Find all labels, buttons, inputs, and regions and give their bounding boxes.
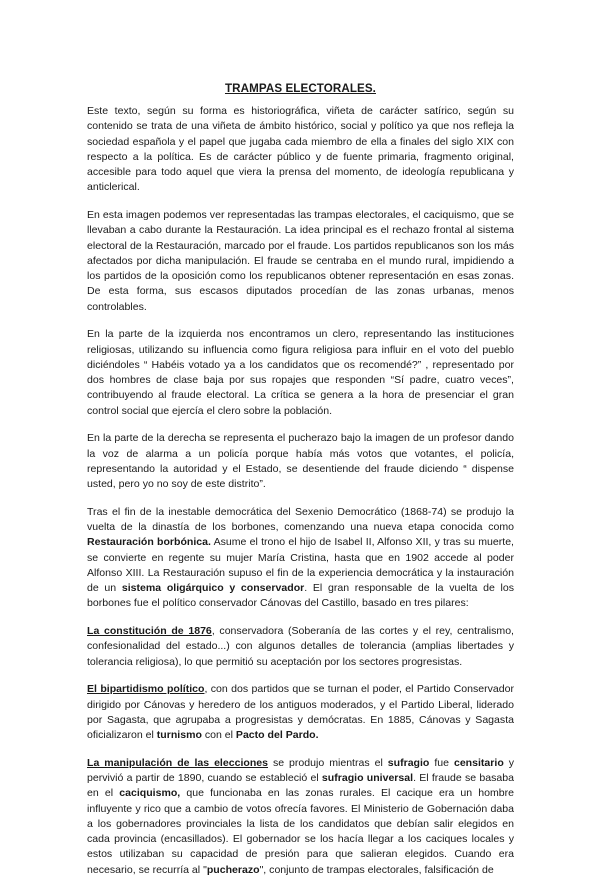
text-run: ", conjunto de trampas electorales, falsificación de (259, 863, 494, 876)
text-run: con el (201, 729, 236, 741)
document-title: TRAMPAS ELECTORALES. (224, 82, 376, 95)
paragraph-3 (87, 327, 514, 419)
emphasis-text: sufragio universal (321, 772, 414, 784)
text-run: En esta imagen podemos ver representadas las trampas electorales, el caciquismo, que se llevaban a cabo durante la Restauración. La idea principal es el rechazo frontal al sistema electoral de la Restauración, marcado por el fraude. Los partidos republicanos son los más afectados por dicha manipulación. El fraude se centraba en el mundo rural, impidiendo a los partidos de la oposición como los republicanos obtener representación en esas zonas. De esta forma, sus escasos diputados procedían de las zonas urbanas, menos controlables. (87, 209, 514, 313)
paragraph-5 (87, 505, 514, 612)
text-run: . El fraude se basaba en el (87, 772, 514, 800)
emphasis-text: caciquismo, (119, 787, 181, 800)
text-run: que funcionaba en las zonas rurales. El cacique era un hombre influyente y rico que a cambio de votos ofrecía favores. El Ministerio de Gobernación daba a los gobernadores provinciales la lista de los candidatos que debían salir elegidos en cada provincia (encasillados). El gobernador se los hacía llegar a los caciques locales y estos utilizaban su capacidad de presión para que salieran elegidos. Cuando era necesario, se recurría al " (87, 787, 514, 876)
paragraph-8 (87, 756, 514, 878)
text-run: Asume el trono el hijo de Isabel II, Alfonso XII, y tras su muerte, se convierte en regente su mujer María Cristina, hasta que en 1902 accede al poder Alfonso XIII. La Restauración supuso el fin de la experiencia democrática y la instauración de un (87, 536, 514, 594)
document-body (87, 104, 514, 878)
paragraph-1 (87, 104, 514, 196)
paragraph-6 (87, 624, 514, 670)
text-run: . El gran responsable de la vuelta de los borbones fue el político conservador Cánovas del Castillo, basado en tres pilares: (87, 582, 514, 610)
emphasis-text: sufragio (387, 756, 430, 769)
emphasis-text: pucherazo (206, 863, 260, 876)
emphasis-text: turnismo (156, 729, 202, 741)
text-run: Este texto, según su forma es historiográfica, viñeta de carácter satírico, según su contenido se trata de una viñeta de ámbito histórico, social y político ya que nos refleja la sociedad española y el papel que jugaba cada miembro de ella a finales del siglo XIX con respecto a la política. Es de carácter público y de fuente primaria, fragmento original, accesible para todo aquel que viera la prensa del momento, de ideología republicana y anticlerical. (87, 105, 514, 194)
emphasis-text: La constitución de 1876 (87, 625, 212, 637)
text-run: En la parte de la derecha se representa el pucherazo bajo la imagen de un profesor dando la voz de alarma a un policía porque había más votos que votantes, el policía, representando la autoridad y el Estado, se desentiende del fraude diciendo “ dispense usted, pero yo no soy de este distrito”. (87, 432, 514, 490)
paragraph-4 (87, 431, 514, 492)
text-run: En la parte de la izquierda nos encontramos un clero, representando las instituciones religiosas, utilizando su influencia como figura religiosa para influir en el voto del pueblo diciéndoles “ Habéis votado ya a los candidatos que os recomendé?” , representado por dos hombres de clase baja por sus ropajes que responden “Sí padre, cuatro veces”, contribuyendo al fraude electoral. La crítica se genera a la hora de presenciar el gran control social que ejercía el clero sobre la población. (87, 328, 514, 417)
text-run: fue (429, 756, 454, 769)
text-run: , con dos partidos que se turnan el poder, el Partido Conservador dirigido por Cánovas y heredero de los antiguos moderados, y el Partido Liberal, liderado por Sagasta, que agrupaba a progresistas y demócratas. En 1885, Cánovas y Sagasta oficializaron el (87, 683, 514, 741)
emphasis-text: sistema oligárquico y conservador (121, 582, 305, 594)
emphasis-text: El bipartidismo político (87, 683, 205, 696)
emphasis-text: censitario (453, 756, 504, 769)
text-run: Tras el fin de la inestable democrática del Sexenio Democrático (1868-74) se produjo la vuelta de la dinastía de los borbones, comenzando una nueva etapa conocida como (87, 505, 514, 533)
emphasis-text: Pacto del Pardo. (235, 729, 319, 741)
paragraph-7 (87, 682, 514, 743)
text-run: se produjo mientras el (268, 756, 388, 769)
text-run: , conservadora (Soberanía de las cortes y el rey, centralismo, confesionalidad del estado...) con algunos detalles de tolerancia (amplias libertades y tolerancia religiosa), lo que permitió su aceptación por los sectores progresistas. (87, 625, 514, 668)
text-run: y pervivió a partir de 1890, cuando se estableció el (87, 756, 515, 784)
emphasis-text: La manipulación de las elecciones (87, 756, 269, 769)
paragraph-2 (87, 208, 514, 315)
emphasis-text: Restauración borbónica. (87, 536, 211, 549)
